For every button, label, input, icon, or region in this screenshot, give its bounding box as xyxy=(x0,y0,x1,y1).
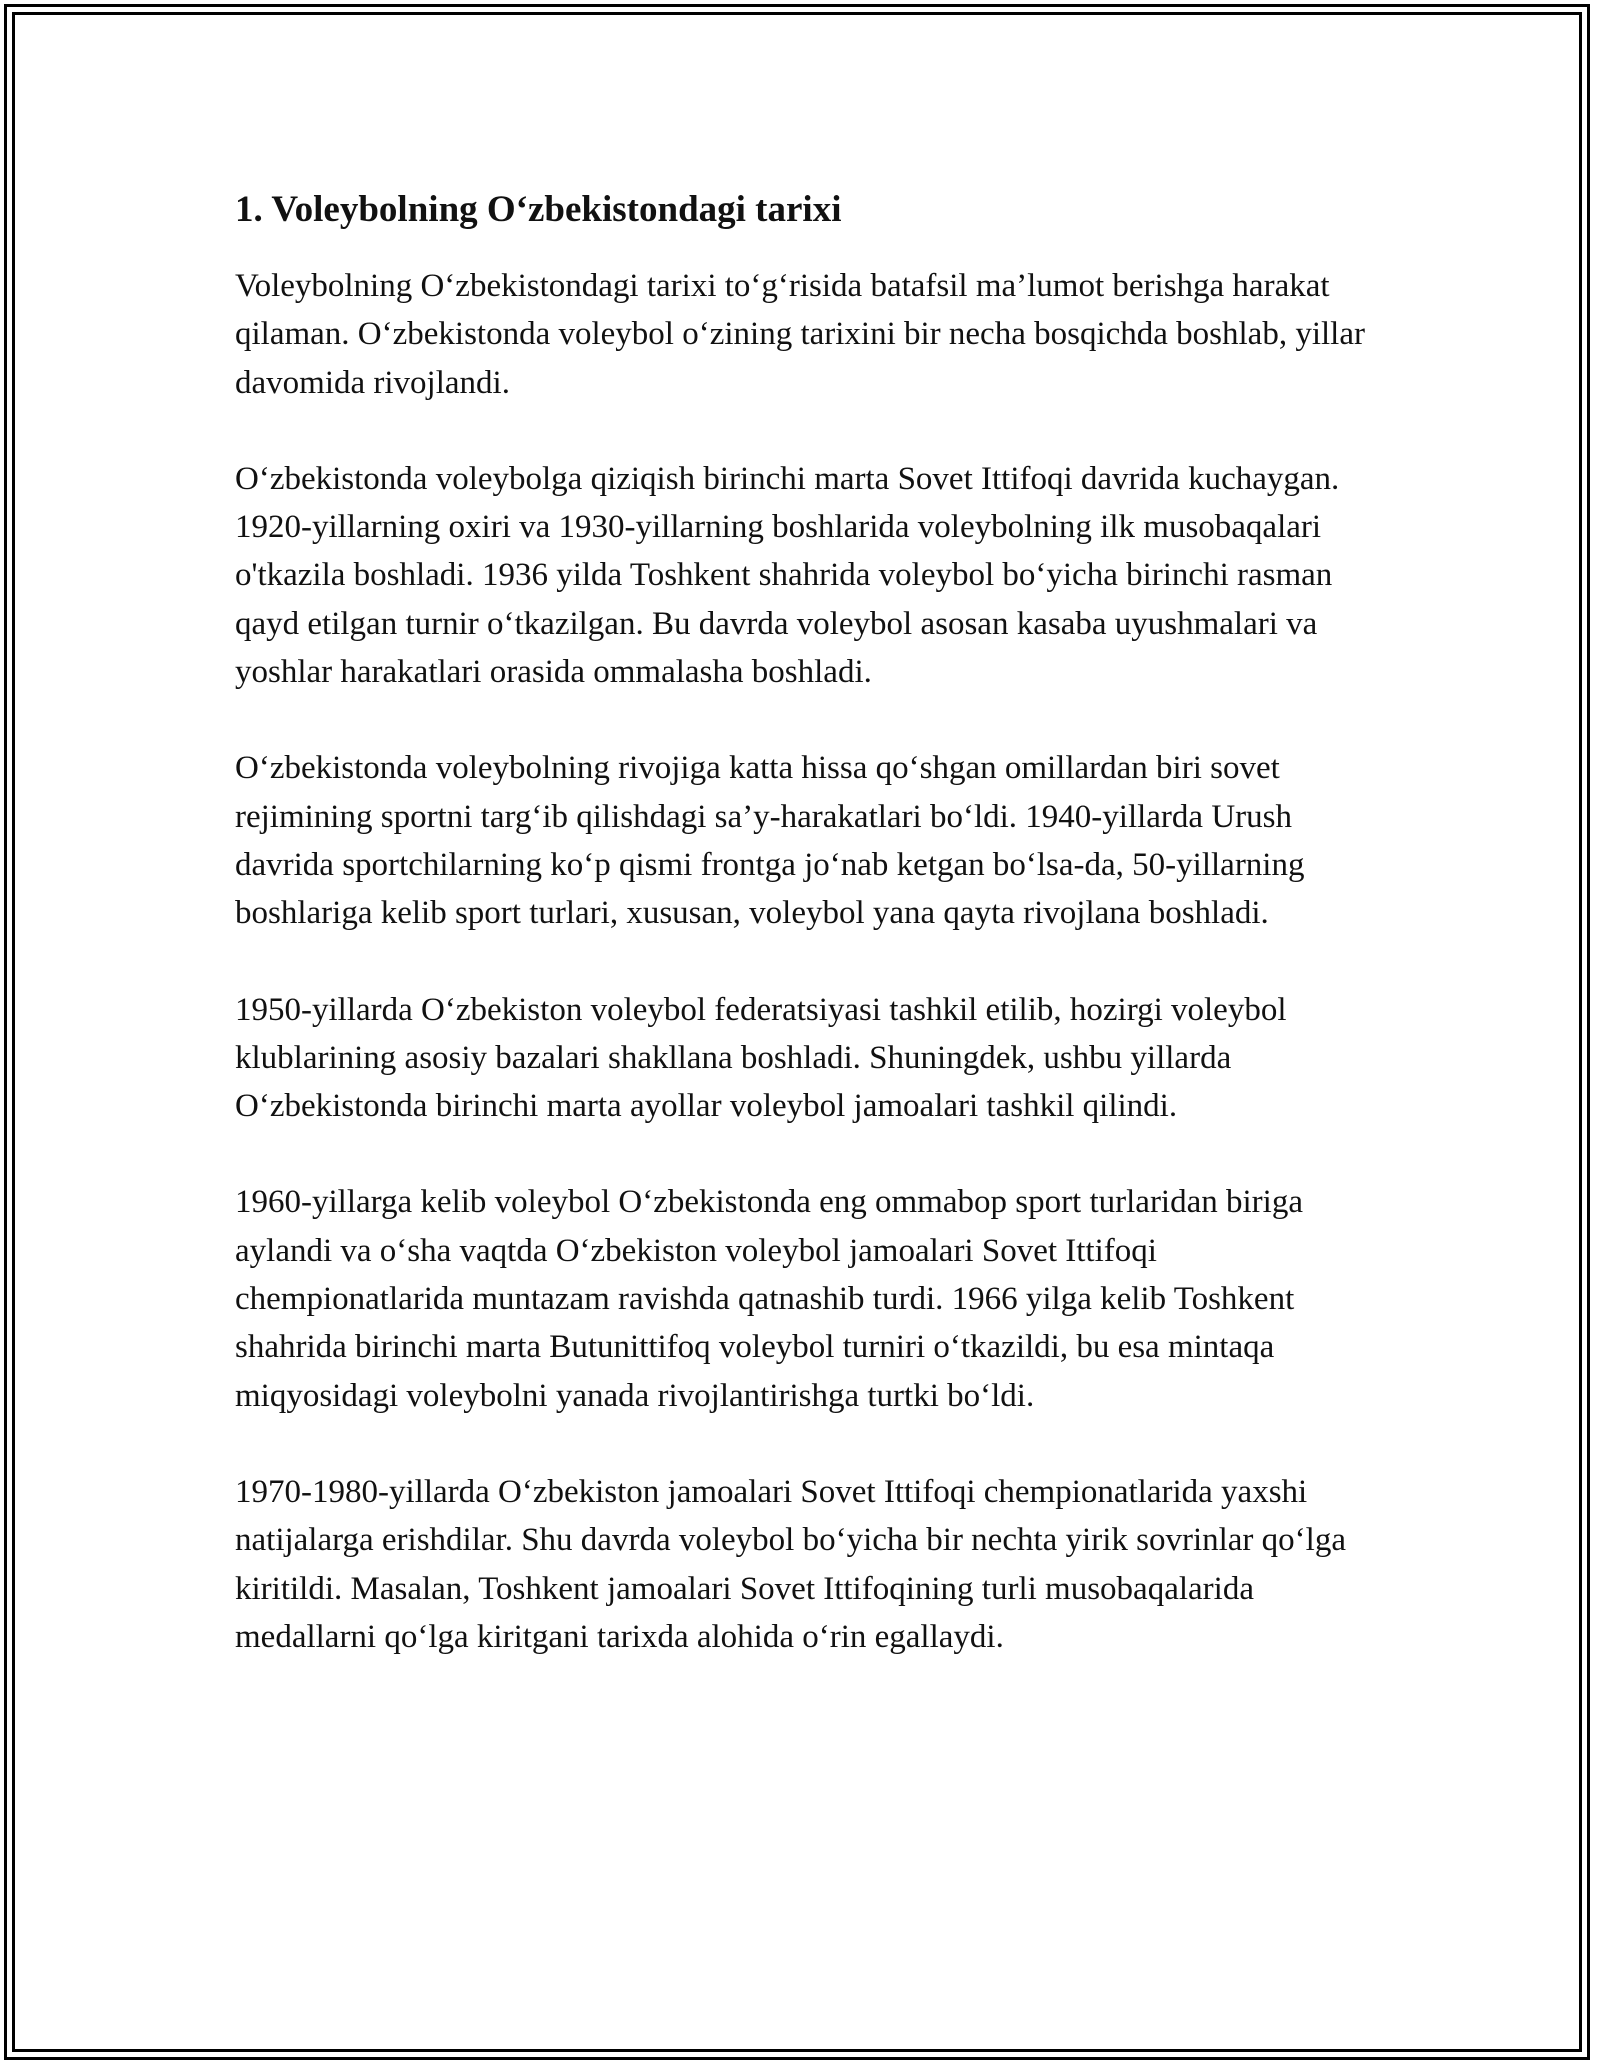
section-heading: 1. Voleybolning O‘zbekistondagi tarixi xyxy=(235,189,842,230)
paragraph-1: Voleybolning O‘zbekistondagi tarixi to‘g‘risida batafsil ma’lumot berishga harakat qilaman. O‘zbekistonda voleybol o‘zining tarixini bir necha bosqichda boshlab, yillar davomida rivojlandi. xyxy=(235,268,1365,401)
paragraph-2: O‘zbekistonda voleybolga qiziqish birinchi marta Sovet Ittifoqi davrida kuchaygan. 1920-yillarning oxiri va 1930-yillarning boshlarida voleybolning ilk musobaqalari o'tkazila boshladi. 1936 yilda Toshkent shahrida voleybol bo‘yicha birinchi rasman qayd etilgan turnir o‘tkazilgan. Bu davrda voleybol asosan kasaba uyushmalari va yoshlar harakatlari orasida ommalasha boshladi. xyxy=(235,460,1340,691)
paragraph-3: O‘zbekistonda voleybolning rivojiga katta hissa qo‘shgan omillardan biri sovet rejimining sportni targ‘ib qilishdagi sa’y-harakatlari bo‘ldi. 1940-yillarda Urush davrida sportchilarning ko‘p qismi frontga jo‘nab ketgan bo‘lsa-da, 50-yillarning boshlariga kelib sport turlari, xususan, voleybol yana qayta rivojlana boshladi. xyxy=(235,750,1305,932)
paragraph-5: 1960-yillarga kelib voleybol O‘zbekistonda eng ommabop sport turlaridan biriga aylandi va o‘sha vaqtda O‘zbekiston voleybol jamoalari Sovet Ittifoqi chempionatlarida muntazam ravishda qatnashib turdi. 1966 yilga kelib Toshkent shahrida birinchi marta Butunittifoq voleybol turniri o‘tkazildi, bu esa mintaqa miqyosidagi voleybolni yanada rivojlantirishga turtki bo‘ldi. xyxy=(235,1184,1303,1414)
paragraph-4: 1950-yillarda O‘zbekiston voleybol federatsiyasi tashkil etilib, hozirgi voleybol klublarining asosiy bazalari shakllana boshladi. Shuningdek, ushbu yillarda O‘zbekistonda birinchi marta ayollar voleybol jamoalari tashkil qilindi. xyxy=(235,991,1287,1125)
paragraph-6: 1970-1980-yillarda O‘zbekiston jamoalari Sovet Ittifoqi chempionatlarida yaxshi natijalarga erishdilar. Shu davrda voleybol bo‘yicha bir nechta yirik sovrinlar qo‘lga kiritildi. Masalan, Toshkent jamoalari Sovet Ittifoqining turli musobaqalarida medallarni qo‘lga kiritgani tarixda alohida o‘rin egallaydi. xyxy=(235,1473,1346,1655)
document-body xyxy=(235,186,1375,1709)
